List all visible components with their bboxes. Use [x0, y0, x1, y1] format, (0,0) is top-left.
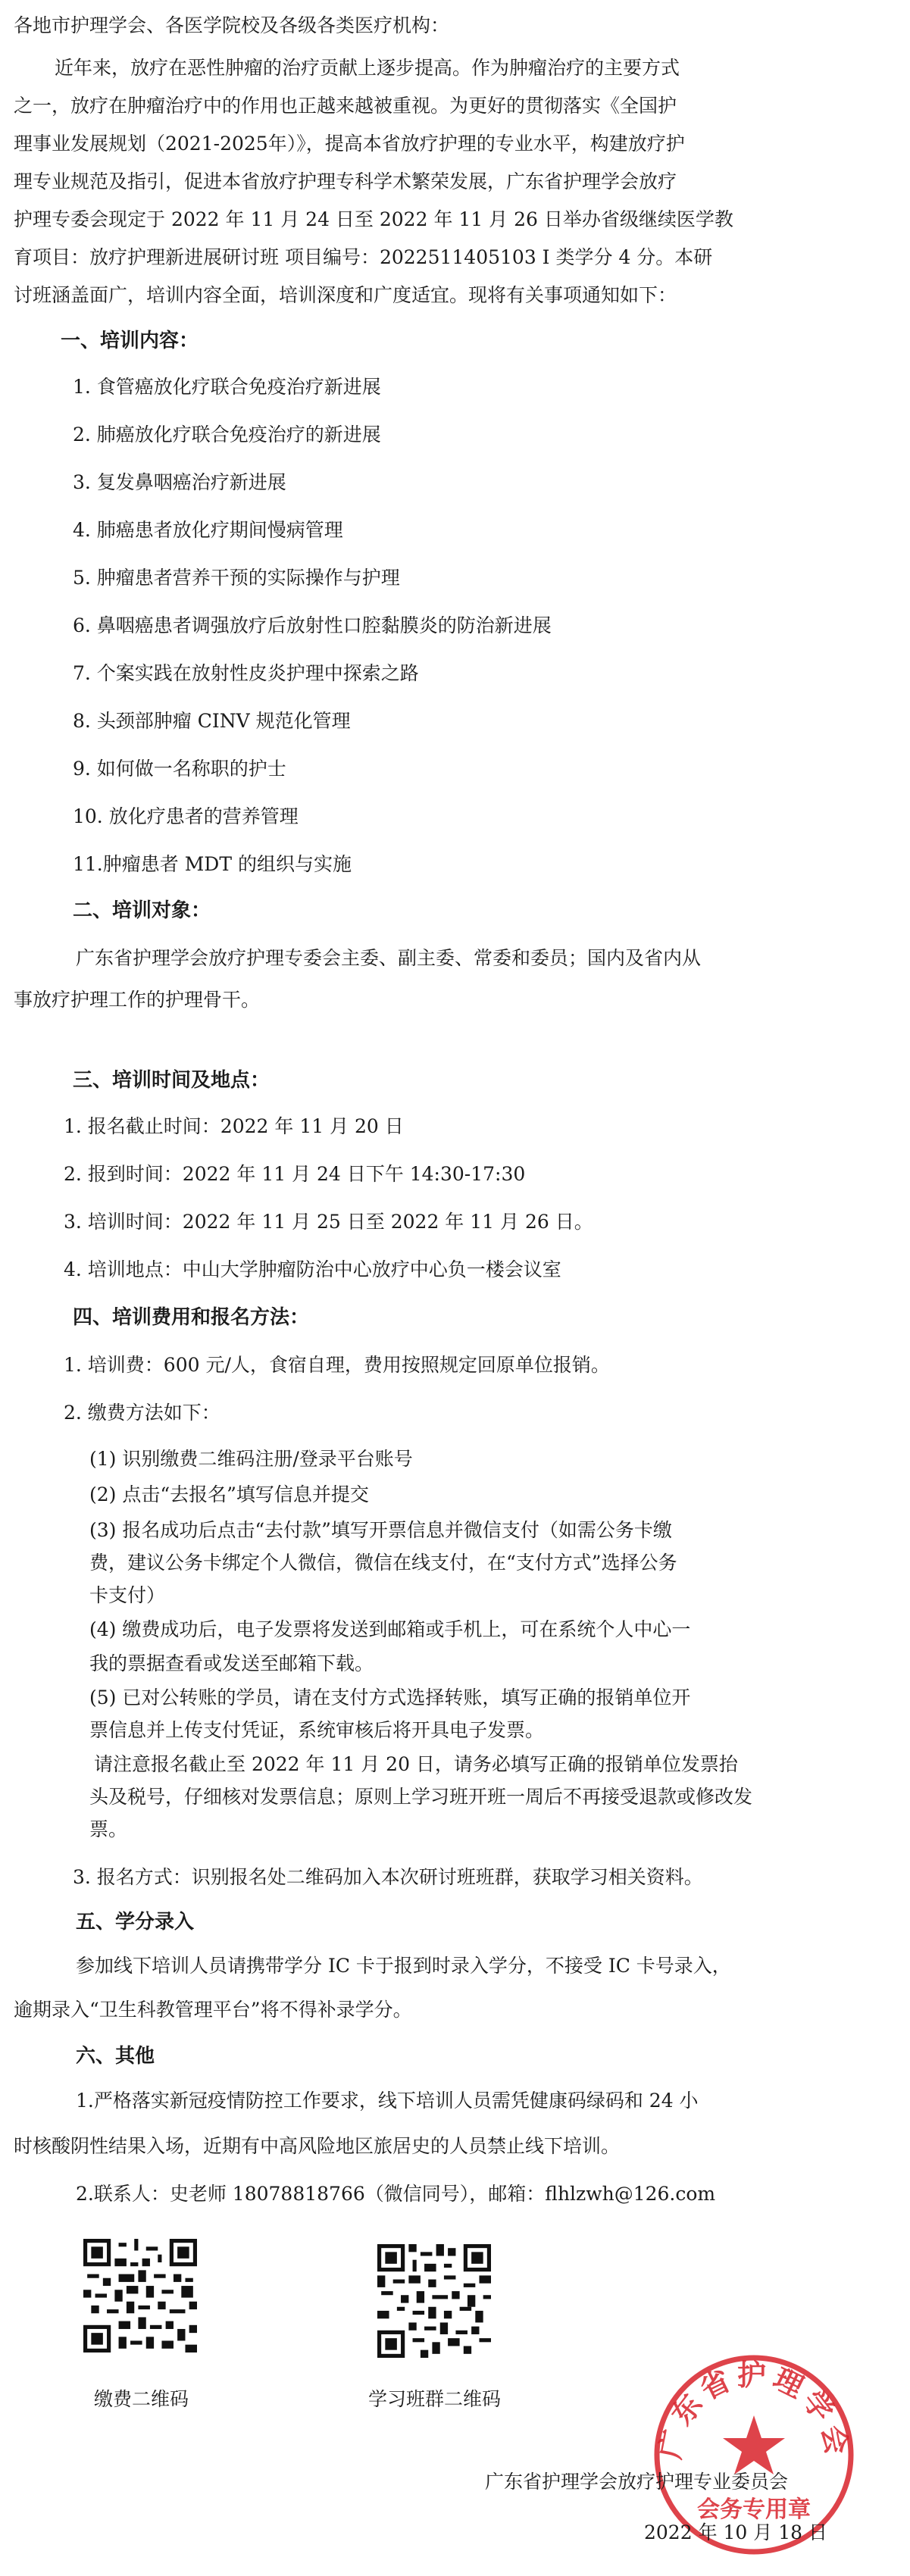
payment-step: 费，建议公务卡绑定个人微信，微信在线支付，在“支付方式”选择公务	[89, 1552, 677, 1574]
content-item: 8. 头颈部肿瘤 CINV 规范化管理	[73, 710, 351, 732]
signature-date: 2022 年 10 月 18 日	[644, 2521, 827, 2543]
content-item: 10. 放化疗患者的营养管理	[73, 805, 299, 827]
salutation: 各地市护理学会、各医学院校及各级各类医疗机构：	[14, 14, 450, 36]
notice-line: 请注意报名截止至 2022 年 11 月 20 日，请务必填写正确的报销单位发票抬	[94, 1753, 738, 1775]
section-target-title: 二、培训对象：	[73, 899, 211, 922]
payment-step: (1) 识别缴费二维码注册/登录平台账号	[89, 1448, 413, 1470]
signature-org: 广东省护理学会放疗护理专业委员会	[485, 2471, 789, 2493]
credit-line: 参加线下培训人员请携带学分 IC 卡于报到时录入学分，不接受 IC 卡号录入，	[76, 1955, 731, 1977]
payment-step: 票信息并上传支付凭证，系统审核后将开具电子发票。	[89, 1719, 545, 1741]
intro-line: 理事业发展规划（2021-2025年）》，提高本省放疗护理的专业水平，构建放疗护	[14, 133, 685, 155]
seal-subtext: 会务专用章	[697, 2496, 811, 2523]
content-item: 2. 肺癌放化疗联合免疫治疗的新进展	[73, 424, 381, 445]
intro-line: 理专业规范及指引，促进本省放疗护理专科学术繁荣发展，广东省护理学会放疗	[14, 170, 677, 192]
target-line: 事放疗护理工作的护理骨干。	[14, 989, 261, 1011]
seal-text: 广东省护理学会	[652, 2358, 855, 2462]
payment-qr-caption: 缴费二维码	[94, 2388, 189, 2410]
section-time-place-title: 三、培训时间及地点：	[73, 1069, 270, 1092]
credit-line: 逾期录入“卫生科教管理平台”将不得补录学分。	[14, 1999, 412, 2021]
payment-step: (2) 点击“去报名”填写信息并提交	[89, 1483, 369, 1505]
fee-line: 1. 培训费：600 元/人，食宿自理，费用按照规定回原单位报销。	[64, 1354, 610, 1376]
payment-step: (4) 缴费成功后，电子发票将发送到邮箱或手机上，可在系统个人中心一	[89, 1618, 691, 1640]
section-credit-title: 五、学分录入	[76, 1911, 195, 1934]
payment-qr-code[interactable]	[83, 2239, 197, 2352]
time-place-item: 4. 培训地点：中山大学肿瘤防治中心放疗中心负一楼会议室	[64, 1258, 561, 1280]
section-fee-title: 四、培训费用和报名方法：	[73, 1306, 310, 1329]
intro-line: 近年来，放疗在恶性肿瘤的治疗贡献上逐步提高。作为肿瘤治疗的主要方式	[55, 57, 680, 79]
payment-method-title: 2. 缴费方法如下：	[64, 1402, 220, 1424]
intro-line: 护理专委会现定于 2022 年 11 月 24 日至 2022 年 11 月 26 日举办省级继续医学教	[14, 208, 733, 230]
group-qr-caption: 学习班群二维码	[368, 2388, 502, 2410]
content-item: 9. 如何做一名称职的护士	[73, 758, 286, 780]
other-line: 1.严格落实新冠疫情防控工作要求，线下培训人员需凭健康码绿码和 24 小	[76, 2090, 699, 2112]
time-place-item: 3. 培训时间：2022 年 11 月 25 日至 2022 年 11 月 26 日。	[64, 1211, 593, 1233]
target-line: 广东省护理学会放疗护理专委会主委、副主委、常委和委员；国内及省内从	[76, 947, 702, 969]
content-item: 4. 肺癌患者放化疗期间慢病管理	[73, 519, 343, 541]
intro-line: 之一，放疗在肿瘤治疗中的作用也正越来越被重视。为更好的贯彻落实《全国护	[14, 95, 677, 117]
signup-line: 3. 报名方式：识别报名处二维码加入本次研讨班班群，获取学习相关资料。	[73, 1866, 703, 1888]
time-place-item: 1. 报名截止时间：2022 年 11 月 20 日	[64, 1115, 404, 1137]
notice-line: 头及税号，仔细核对发票信息；原则上学习班开班一周后不再接受退款或修改发	[89, 1786, 753, 1808]
notice-line: 票。	[89, 1818, 128, 1840]
intro-line: 育项目：放疗护理新进展研讨班 项目编号：2022511405103 I 类学分 4 分。本研	[14, 246, 713, 268]
content-item: 5. 肿瘤患者营养干预的实际操作与护理	[73, 567, 400, 589]
contact-line: 2.联系人：史老师 18078818766（微信同号），邮箱：flhlzwh@126.com	[76, 2183, 716, 2205]
content-item: 11.肿瘤患者 MDT 的组织与实施	[73, 853, 352, 875]
group-qr-code[interactable]	[377, 2244, 491, 2358]
other-line: 时核酸阴性结果入场，近期有中高风险地区旅居史的人员禁止线下培训。	[14, 2135, 621, 2157]
section-training-content-title: 一、培训内容：	[61, 330, 199, 352]
content-item: 7. 个案实践在放射性皮炎护理中探索之路	[73, 662, 419, 684]
section-other-title: 六、其他	[76, 2045, 155, 2068]
payment-step: (3) 报名成功后点击“去付款”填写开票信息并微信支付（如需公务卡缴	[89, 1519, 672, 1541]
content-item: 1. 食管癌放化疗联合免疫治疗新进展	[73, 376, 381, 398]
payment-step: (5) 已对公转账的学员，请在支付方式选择转账，填写正确的报销单位开	[89, 1687, 691, 1708]
payment-step: 我的票据查看或发送至邮箱下载。	[89, 1652, 374, 1674]
intro-line: 讨班涵盖面广，培训内容全面，培训深度和广度适宜。现将有关事项通知如下：	[14, 284, 677, 306]
content-item: 6. 鼻咽癌患者调强放疗后放射性口腔黏膜炎的防治新进展	[73, 614, 552, 636]
payment-step: 卡支付）	[89, 1584, 166, 1606]
time-place-item: 2. 报到时间：2022 年 11 月 24 日下午 14:30-17:30	[64, 1163, 526, 1185]
content-item: 3. 复发鼻咽癌治疗新进展	[73, 471, 286, 493]
